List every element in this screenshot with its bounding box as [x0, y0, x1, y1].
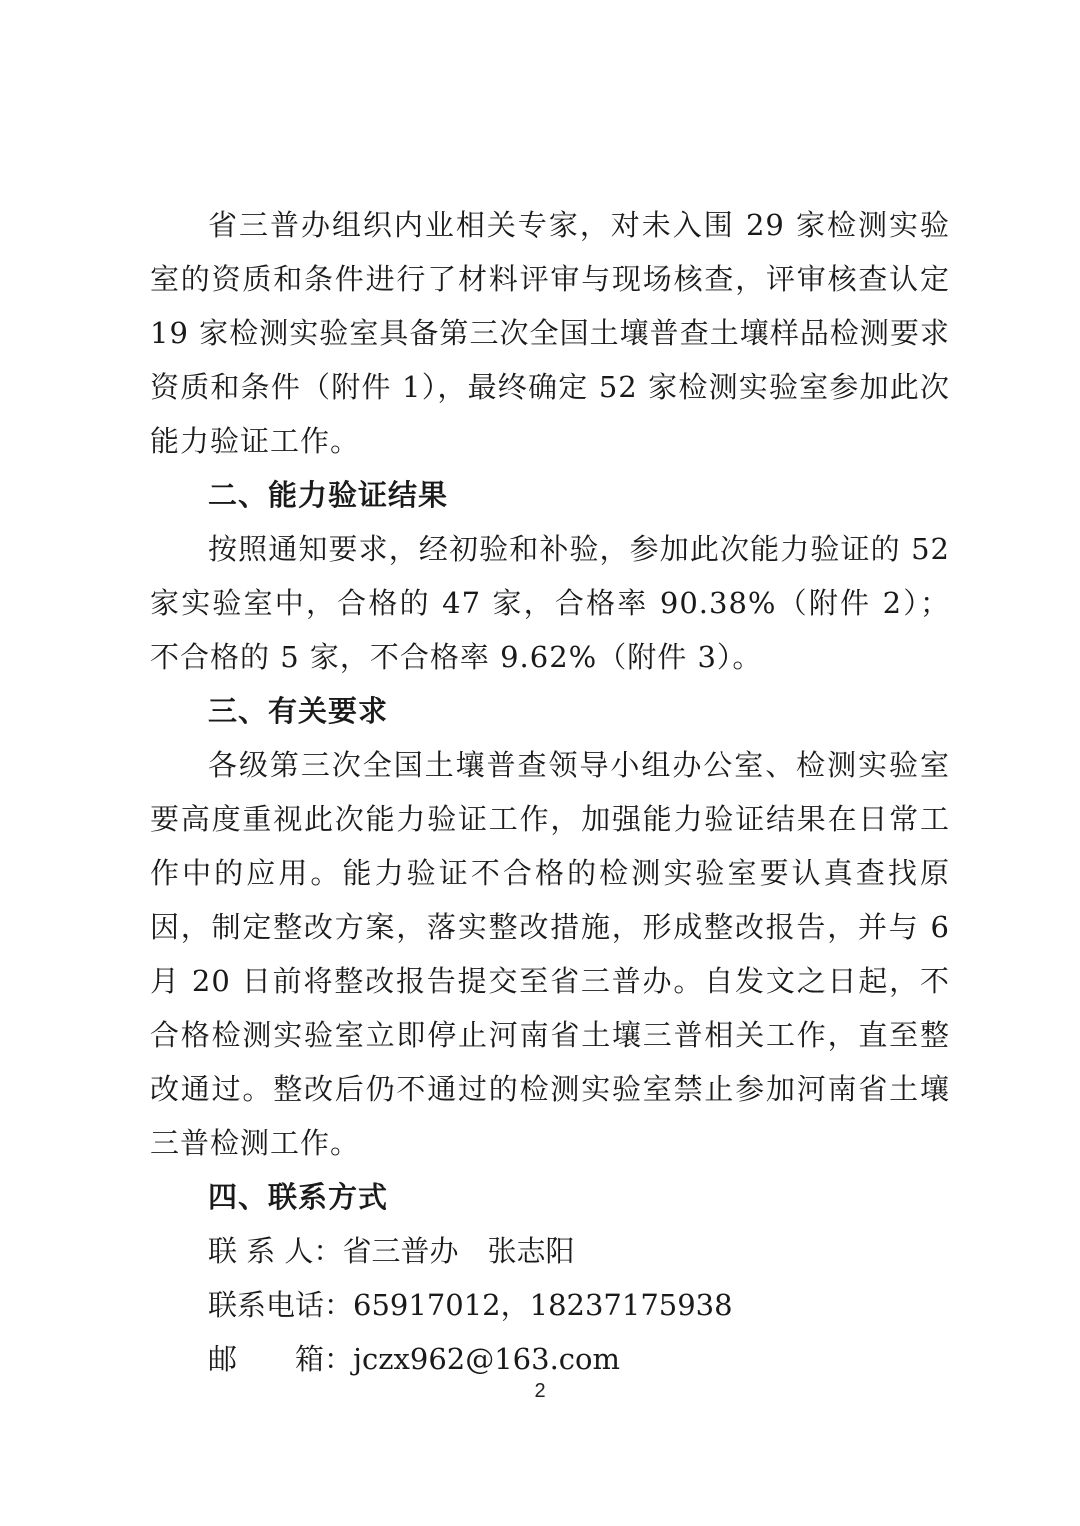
heading-results: 二、能力验证结果: [208, 478, 449, 512]
document-body: [150, 198, 950, 1386]
contact-email-label: 邮 箱：: [208, 1342, 354, 1376]
contact-email-value: jczx962@163.com: [353, 1342, 621, 1376]
heading-requirements: 三、有关要求: [208, 694, 389, 728]
heading-contact: 四、联系方式: [208, 1180, 389, 1214]
contact-person-line: [150, 1224, 950, 1278]
contact-phone-value: 65917012，18237175938: [353, 1288, 733, 1322]
paragraph-results: 按照通知要求，经初验和补验，参加此次能力验证的 52 家实验室中，合格的 47 家，合格率 90.38%（附件 2）；不合格的 5 家，不合格率 9.62%（附件 3）。: [150, 532, 950, 674]
contact-person-value: 省三普办 张志阳: [342, 1234, 575, 1268]
paragraph-review: 省三普办组织内业相关专家，对未入围 29 家检测实验室的资质和条件进行了材料评审与现场核查，评审核查认定 19 家检测实验室具备第三次全国土壤普查土壤样品检测要求资质和条件（附件 1），最终确定 52 家检测实验室参加此次能力验证工作。: [150, 208, 950, 458]
contact-phone-line: [150, 1278, 950, 1332]
contact-phone-label: 联系电话：: [208, 1288, 354, 1322]
contact-person-label: 联 系 人：: [208, 1234, 343, 1268]
contact-email-line: [150, 1332, 950, 1386]
page-number: 2: [534, 1380, 546, 1402]
paragraph-requirements: 各级第三次全国土壤普查领导小组办公室、检测实验室要高度重视此次能力验证工作，加强能力验证结果在日常工作中的应用。能力验证不合格的检测实验室要认真查找原因，制定整改方案，落实整改措施，形成整改报告，并与 6 月 20 日前将整改报告提交至省三普办。自发文之日起，不合格检测实验室立即停止河南省土壤三普相关工作，直至整改通过。整改后仍不通过的检测实验室禁止参加河南省土壤三普检测工作。: [150, 748, 950, 1160]
